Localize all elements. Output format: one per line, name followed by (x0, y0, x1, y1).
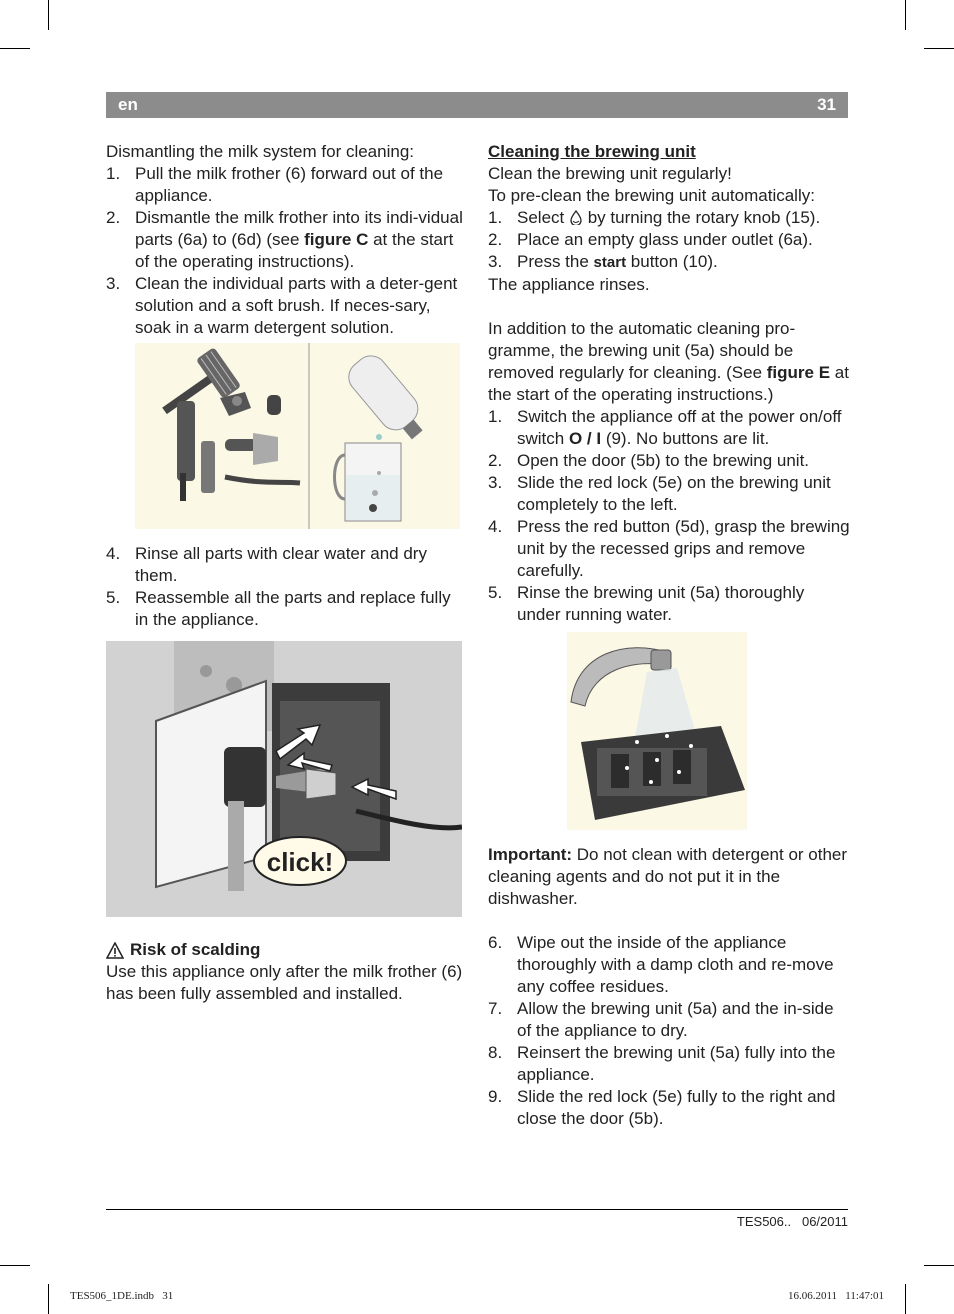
spacer (106, 917, 466, 939)
list-item (488, 1042, 850, 1086)
important-label: Important: (488, 845, 573, 864)
start-button-label: start (593, 254, 627, 271)
pre-clean-intro: To pre-clean the brewing unit automatically: (488, 186, 815, 205)
step-text: Slide the red lock (5e) on the brewing unit completely to the left. (517, 473, 831, 514)
step-number: 3. (488, 473, 503, 492)
step-text: Open the door (5b) to the brewing unit. (517, 451, 810, 470)
step-number: 1. (488, 407, 503, 426)
language-code: en (118, 95, 138, 114)
removal-steps (488, 406, 850, 626)
milk-steps-list (106, 163, 466, 339)
step-text: Rinse all parts with clear water and dry them. (135, 544, 427, 585)
step-text: by turning the rotary knob (15). (582, 208, 821, 227)
milk-system-intro: Dismantling the milk system for cleaning: (106, 142, 415, 161)
footer-rule (106, 1209, 848, 1210)
list-item (488, 406, 850, 450)
rinsing-brewing-unit-illustration (567, 632, 747, 830)
clean-regularly-text: Clean the brewing unit regularly! (488, 164, 732, 183)
crop-mark (48, 1284, 49, 1314)
rinse-program-icon (569, 210, 583, 225)
model-number: TES506.. (736, 1214, 792, 1229)
paragraph-text: at the start of the operating instructions.) (488, 363, 849, 404)
list-item (106, 587, 466, 631)
step-number: 9. (488, 1087, 503, 1106)
publication-date: 06/2011 (801, 1214, 848, 1229)
step-number: 2. (106, 208, 121, 227)
step-number: 6. (488, 933, 503, 952)
spacer (106, 529, 466, 543)
list-item (488, 932, 850, 998)
step-number: 1. (488, 208, 503, 227)
list-item (488, 229, 850, 251)
step-text: Rinse the brewing unit (5a) thoroughly under running water. (517, 583, 805, 624)
step-text: Press the (517, 252, 594, 271)
right-column (488, 141, 850, 1130)
list-item (488, 251, 850, 274)
list-item (488, 450, 850, 472)
list-item (488, 472, 850, 516)
list-item (106, 273, 466, 339)
step-number: 3. (488, 252, 503, 271)
important-text: Do not clean with detergent or other cleaning agents and do not put it in the dishwasher. (488, 845, 848, 908)
rinse-status-text: The appliance rinses. (488, 275, 650, 294)
list-item (488, 1086, 850, 1130)
step-text: at the start of the operating instructions). (135, 230, 454, 271)
page-footer (737, 1214, 848, 1229)
step-text: Select (517, 208, 569, 227)
section-heading: Cleaning the brewing unit (488, 142, 696, 161)
pre-clean-steps (488, 207, 850, 274)
step-number: 7. (488, 999, 503, 1018)
step-number: 5. (488, 583, 503, 602)
left-column (106, 141, 466, 1005)
crop-mark (905, 0, 906, 30)
crop-mark (924, 48, 954, 49)
click-label: click! (266, 847, 334, 877)
milk-steps-list-2 (106, 543, 466, 631)
spacer (488, 910, 850, 932)
important-note (488, 844, 850, 910)
step-text: Press the red button (5d), grasp the brewing unit by the recessed grips and remove carefully. (517, 517, 850, 580)
reassembly-illustration (106, 641, 462, 917)
power-switch-label: O / I (568, 429, 602, 448)
step-text: Pull the milk frother (6) forward out of the appliance. (135, 164, 444, 205)
step-number: 2. (488, 451, 503, 470)
step-number: 1. (106, 164, 121, 183)
step-number: 3. (106, 274, 121, 293)
step-number: 4. (106, 544, 121, 563)
spacer (488, 830, 850, 844)
crop-mark (924, 1265, 954, 1266)
crop-mark (0, 48, 30, 49)
print-slug-file: TES506_1DE.indb 31 (70, 1290, 174, 1302)
paragraph-text: In addition to the automatic cleaning pro-gramme, the brewing unit (5a) should be removed regularly for cleaning. (See (488, 319, 796, 382)
list-item (106, 163, 466, 207)
warning-title: Risk of scalding (130, 940, 261, 959)
step-number: 5. (106, 588, 121, 607)
list-item (106, 207, 466, 273)
step-text: Dismantle the milk frother into its indi-vidual parts (6a) to (6d) (see (135, 208, 463, 249)
warning-heading (106, 939, 466, 961)
list-item (488, 582, 850, 626)
step-text: Wipe out the inside of the appliance thoroughly with a damp cloth and re-move any coffee residues. (517, 933, 834, 996)
milk-frother-parts-illustration (135, 343, 460, 529)
warning-triangle-icon (106, 942, 124, 959)
step-text: Allow the brewing unit (5a) and the in-side of the appliance to dry. (517, 999, 834, 1040)
step-text: Reassemble all the parts and replace fully in the appliance. (135, 588, 451, 629)
step-number: 4. (488, 517, 503, 536)
list-item (488, 207, 850, 229)
spacer (488, 296, 850, 318)
reassembly-steps (488, 932, 850, 1130)
step-text: button (10). (626, 252, 718, 271)
warning-text: Use this appliance only after the milk frother (6) has been fully assembled and installed. (106, 962, 463, 1003)
step-text: Switch the appliance off at the power on/off switch (517, 407, 842, 448)
page-header (106, 92, 848, 118)
crop-mark (0, 1265, 30, 1266)
print-slug-timestamp: 16.06.2011 11:47:01 (787, 1290, 884, 1302)
step-number: 8. (488, 1043, 503, 1062)
step-text: Slide the red lock (5e) fully to the right and close the door (5b). (517, 1087, 836, 1128)
page-number: 31 (817, 95, 836, 114)
figure-reference: figure E (766, 363, 831, 382)
step-number: 2. (488, 230, 503, 249)
crop-mark (905, 1284, 906, 1314)
list-item (488, 998, 850, 1042)
list-item (488, 516, 850, 582)
step-text: (9). No buttons are lit. (601, 429, 770, 448)
crop-mark (48, 0, 49, 30)
step-text: Reinsert the brewing unit (5a) fully into the appliance. (517, 1043, 836, 1084)
step-text: Place an empty glass under outlet (6a). (517, 230, 813, 249)
list-item (106, 543, 466, 587)
step-text: Clean the individual parts with a deter-gent solution and a soft brush. If neces-sary, soak in a warm detergent solution. (135, 274, 458, 337)
figure-reference: figure C (304, 230, 369, 249)
removal-paragraph (488, 318, 850, 406)
